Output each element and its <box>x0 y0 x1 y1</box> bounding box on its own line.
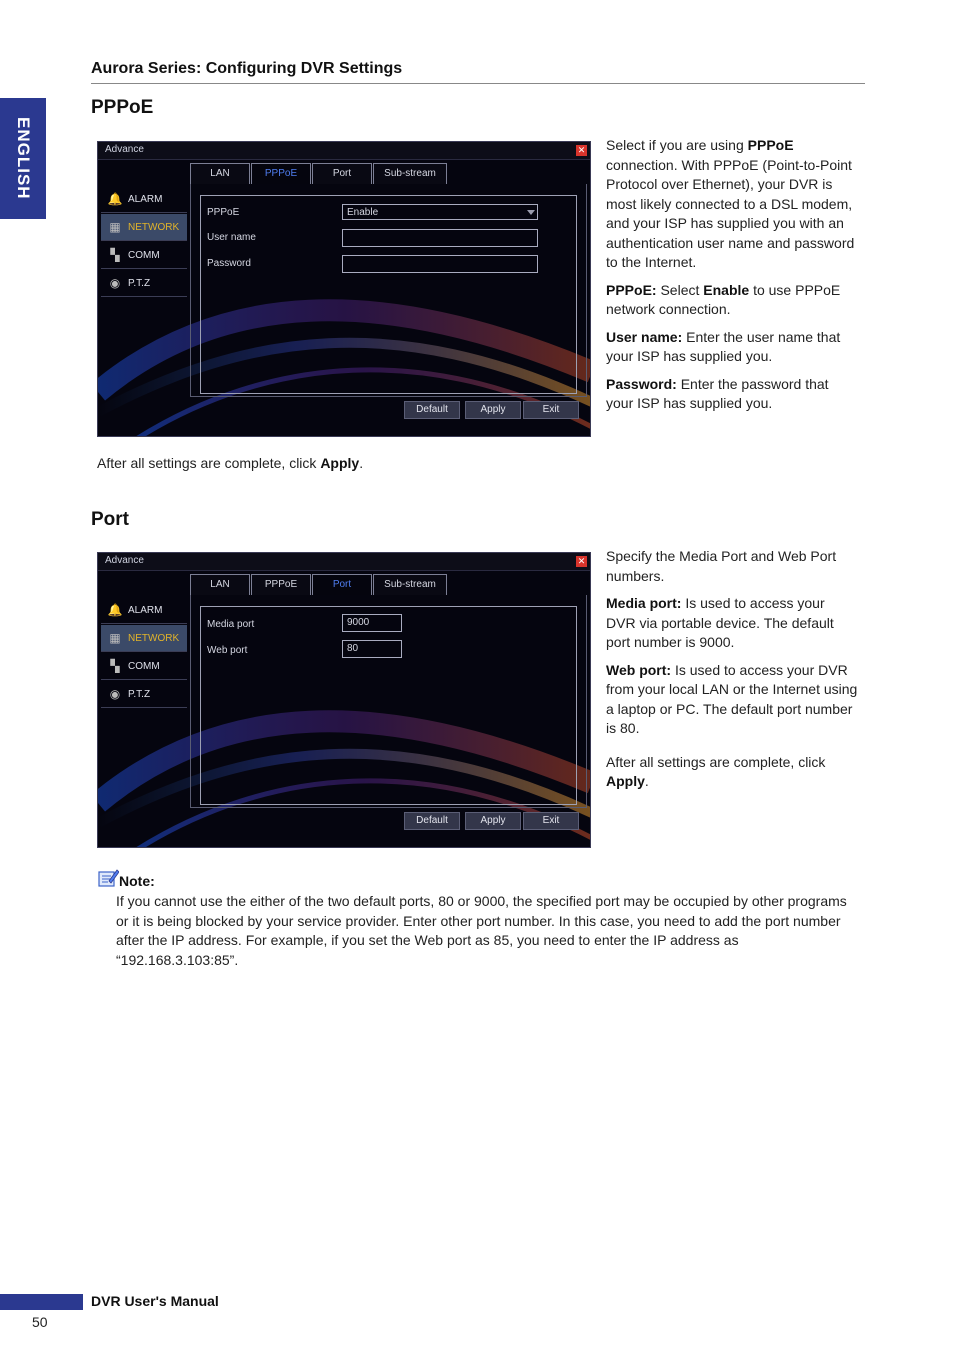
header-divider <box>91 83 865 84</box>
pppoe-dvr-window <box>97 141 591 437</box>
tab-port[interactable]: Port <box>312 163 372 184</box>
menu-item-ptz[interactable] <box>101 681 187 708</box>
port-description <box>606 547 858 792</box>
pppoe-description <box>606 136 858 414</box>
pppoe-select-value: Enable <box>347 207 379 218</box>
chevron-down-icon <box>527 210 535 215</box>
window-titlebar <box>98 553 590 571</box>
note-label: Note: <box>119 873 155 889</box>
pppoe-section-title: PPPoE <box>91 97 154 118</box>
media-port-label: Media port <box>207 619 255 630</box>
media-port-input[interactable]: 9000 <box>342 614 402 632</box>
menu-item-comm[interactable] <box>101 653 187 680</box>
apply-button[interactable]: Apply <box>465 401 521 419</box>
bell-icon: 🔔 <box>107 603 123 617</box>
exit-button[interactable]: Exit <box>523 401 579 419</box>
network-icon: ▦ <box>109 631 121 645</box>
pppoe-desc-password: Password: Enter the password that your ISP has supplied you. <box>606 375 829 411</box>
password-input[interactable] <box>342 255 538 273</box>
footer-bar <box>0 1294 83 1310</box>
web-port-input[interactable]: 80 <box>342 640 402 658</box>
menu-item-network[interactable] <box>101 625 187 652</box>
grid-icon: ▚ <box>110 659 120 673</box>
port-section-title: Port <box>91 509 129 530</box>
tab-lan[interactable]: LAN <box>190 163 250 184</box>
bell-icon: 🔔 <box>107 192 123 206</box>
pppoe-desc-pppoe: PPPoE: Select Enable to use PPPoE network connection. <box>606 281 841 317</box>
footer-title: DVR User's Manual <box>91 1293 219 1309</box>
default-button[interactable]: Default <box>404 401 460 419</box>
tab-sub-stream[interactable]: Sub-stream <box>373 163 447 184</box>
menu-item-network[interactable] <box>101 214 187 241</box>
tab-sub-stream[interactable]: Sub-stream <box>373 574 447 595</box>
tab-pppoe[interactable]: PPPoE <box>251 163 311 184</box>
chapter-header-title: Aurora Series: Configuring DVR Settings <box>91 60 403 77</box>
close-icon[interactable]: ✕ <box>577 556 586 566</box>
menu-item-label: P.T.Z <box>128 688 151 700</box>
pppoe-desc-username: User name: Enter the user name that your ISP has supplied you. <box>606 328 841 364</box>
menu-item-comm[interactable] <box>101 242 187 269</box>
port-desc-after: After all settings are complete, click Apply. <box>606 753 826 789</box>
window-titlebar <box>98 142 590 160</box>
menu-item-label: NETWORK <box>128 632 180 644</box>
port-desc-intro: Specify the Media Port and Web Port numbers. <box>606 548 837 584</box>
camera-icon: ◉ <box>109 687 121 701</box>
side-menu <box>101 186 187 298</box>
tab-bar <box>190 163 448 184</box>
settings-panel <box>200 195 577 394</box>
web-port-label: Web port <box>207 645 248 656</box>
camera-icon: ◉ <box>109 276 121 290</box>
network-icon: ▦ <box>109 220 121 234</box>
port-dvr-window <box>97 552 591 848</box>
language-side-tab <box>0 98 46 219</box>
menu-item-label: ALARM <box>128 193 163 205</box>
grid-icon: ▚ <box>110 248 120 262</box>
note-text: If you cannot use the either of the two default ports, 80 or 9000, the specified port may be occupied by other programs or it is being blocked by your service provider. Enter other port number. In this case, you need to add the port number after the IP address. For example, if you set the Web port as 85, you need to enter the IP address as “192.168.3.103:85”. <box>116 893 847 968</box>
page-number: 50 <box>32 1314 48 1330</box>
note-icon <box>97 868 119 888</box>
default-button[interactable]: Default <box>404 812 460 830</box>
exit-button[interactable]: Exit <box>523 812 579 830</box>
window-title: Advance <box>105 144 144 155</box>
menu-item-label: NETWORK <box>128 221 180 233</box>
port-desc-media: Media port: Is used to access your DVR via portable device. The default port number is 9000. <box>606 595 834 650</box>
window-title: Advance <box>105 555 144 566</box>
menu-item-label: COMM <box>128 660 160 672</box>
tab-port[interactable]: Port <box>312 574 372 595</box>
close-icon[interactable]: ✕ <box>577 145 586 155</box>
username-field-label: User name <box>207 232 256 243</box>
menu-item-alarm[interactable] <box>101 186 187 213</box>
username-input[interactable] <box>342 229 538 247</box>
settings-panel <box>200 606 577 805</box>
pppoe-desc-intro: Select if you are using PPPoE connection. With PPPoE (Point-to-Point Protocol over Ethernet), your DVR is most likely connected to a DSL modem, and your ISP has supplied you with an authentication user name and password to the Internet. <box>606 137 855 270</box>
menu-item-label: COMM <box>128 249 160 261</box>
port-desc-web: Web port: Is used to access your DVR from your local LAN or the Internet using a laptop or PC. The default port number is 80. <box>606 661 858 736</box>
menu-item-label: ALARM <box>128 604 163 616</box>
pppoe-field-label: PPPoE <box>207 207 240 218</box>
menu-item-label: P.T.Z <box>128 277 151 289</box>
pppoe-select[interactable] <box>342 204 538 220</box>
menu-item-ptz[interactable] <box>101 270 187 297</box>
tab-lan[interactable]: LAN <box>190 574 250 595</box>
password-field-label: Password <box>207 258 251 269</box>
language-label: ENGLISH <box>14 117 33 200</box>
tab-pppoe[interactable]: PPPoE <box>251 574 311 595</box>
apply-button[interactable]: Apply <box>465 812 521 830</box>
pppoe-after-note: After all settings are complete, click Apply. <box>97 455 364 471</box>
tab-bar <box>190 574 448 595</box>
side-menu <box>101 597 187 709</box>
menu-item-alarm[interactable] <box>101 597 187 624</box>
